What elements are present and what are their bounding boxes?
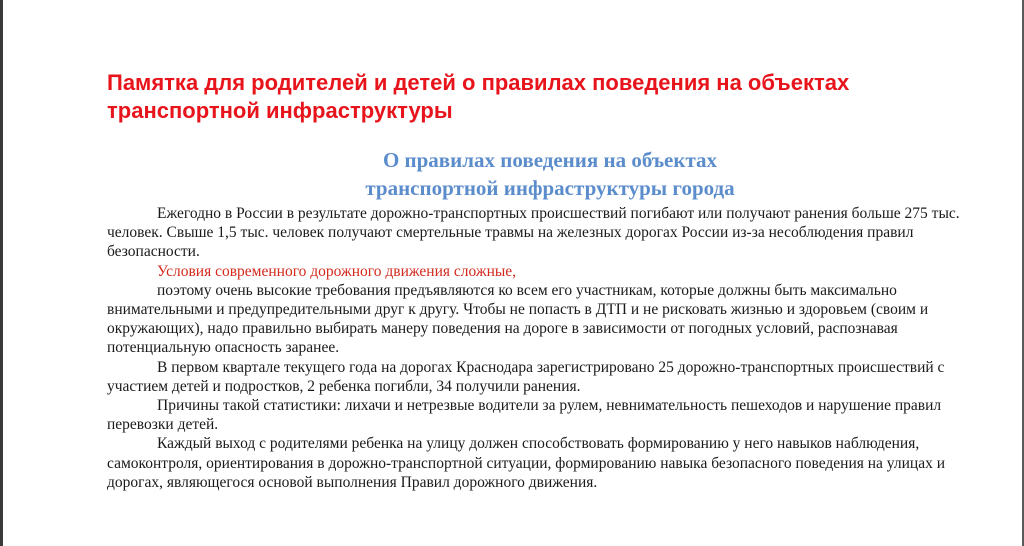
paragraph-requirements: поэтому очень высокие требования предъявляются ко всем его участникам, которые должны быть максимально внимательными и предупредительными друг к другу. Чтобы не попасть в ДТП и не рисковать жизнью и здоровьем (своим и окружающих), надо правильно выбирать манеру поведения на дороге в зависимости от погодных условий, распознавая потенциальную опасность заранее. — [107, 281, 929, 357]
paragraph-causes: Причины такой статистики: лихачи и нетрезвые водители за рулем, невнимательность пешеходов и нарушение правил перевозки детей. — [107, 397, 942, 434]
paragraph-parents-role: Каждый выход с родителями ребенка на улицу должен способствовать формированию у него навыков наблюдения, самоконтроля, ориентирования в дорожно-транспортной ситуации, формированию навыка безопасного поведения на улицах и дорогах, являющегося основой выполнения Правил дорожного движения. — [107, 435, 945, 491]
paragraph-krasnodar-statistics: В первом квартале текущего года на дорогах Краснодара зарегистрировано 25 дорожно-транспортных происшествий с участием детей и подростков, 2 ребенка погибли, 34 получили ранения. — [107, 358, 945, 395]
article-body — [107, 204, 979, 492]
section-heading — [60, 146, 1024, 202]
section-heading-line-1: О правилах поведения на объектах — [382, 148, 718, 172]
paragraph-highlight: Условия современного дорожного движения сложные, — [157, 262, 517, 280]
paragraph-statistics-russia: Ежегодно в России в результате дорожно-транспортных происшествий погибают или получают ранения больше 275 тыс. человек. Свыше 1,5 тыс. человек получают смертельные травмы на железных дорогах России из-за несоблюдения правил безопасности. — [107, 205, 960, 261]
page-left-edge — [0, 0, 3, 546]
page-title: Памятка для родителей и детей о правилах поведения на объектах транспортной инфраструктуры — [107, 70, 850, 123]
section-heading-line-2: транспортной инфраструктуры города — [365, 176, 735, 200]
